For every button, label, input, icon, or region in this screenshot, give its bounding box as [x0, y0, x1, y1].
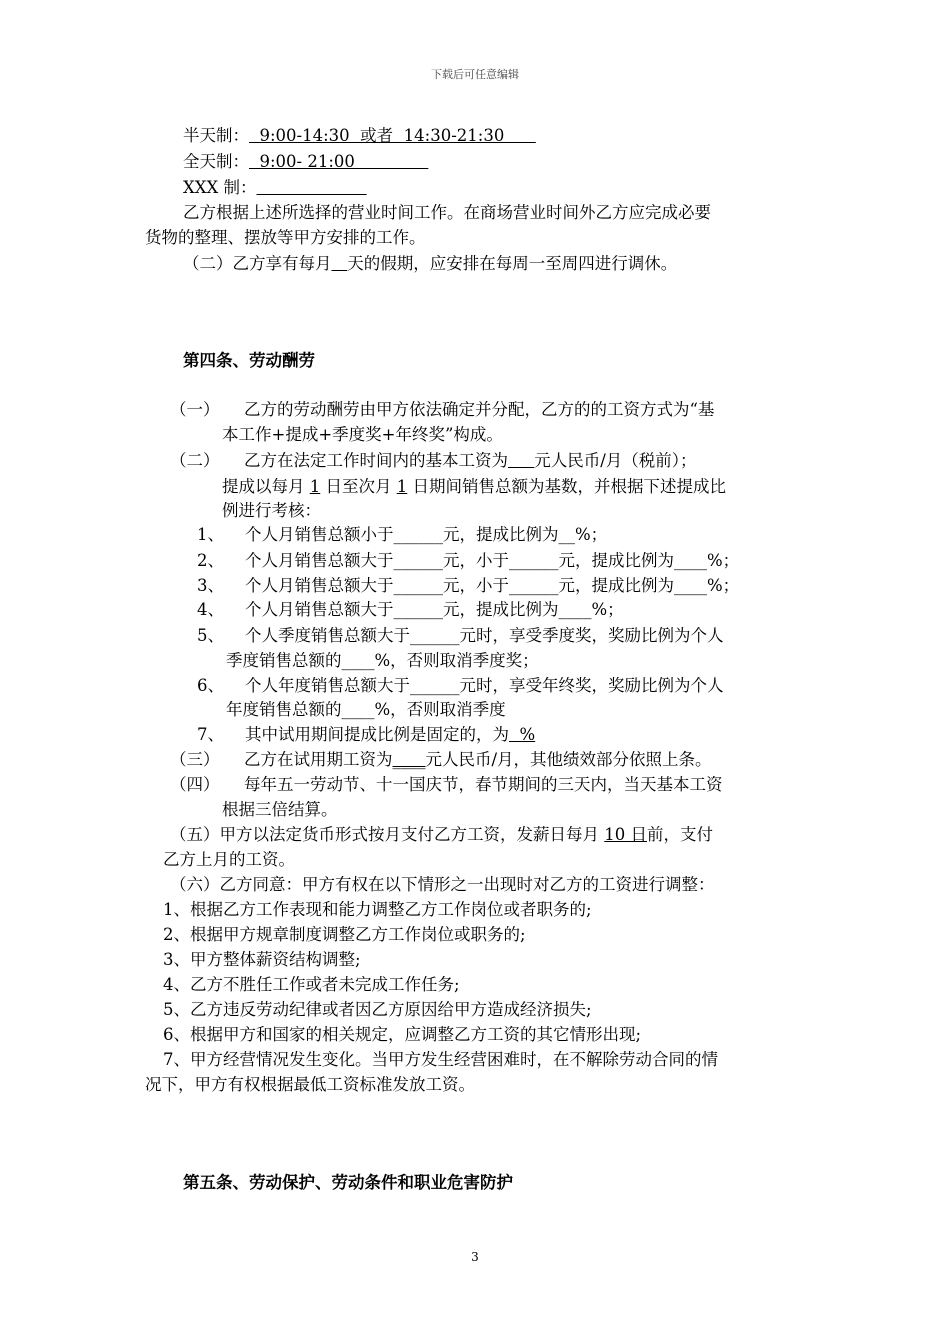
page-number: 3 [471, 1250, 479, 1264]
rule-3: 3、甲方整体薪资结构调整; [163, 950, 361, 969]
item2-line2-a: 提成以每月 [222, 477, 310, 496]
item5-line1 [170, 825, 713, 845]
para2-text-b: 天的假期，应安排在每周一至周四进行调休。 [347, 254, 678, 273]
item2-num: （二） [170, 451, 220, 470]
item2-day1: 1 [309, 477, 321, 496]
sub2-num: 2、 [197, 551, 224, 570]
article4-title: 第四条、劳动酬劳 [183, 351, 315, 370]
item4-line1: 每年五一劳动节、十一国庆节，春节期间的三天内，当天基本工资 [244, 775, 723, 794]
xxx-label: XXX 制： [183, 178, 257, 197]
rule-6: 6、根据甲方和国家的相关规定，应调整乙方工资的其它情形出现; [163, 1025, 642, 1044]
rule-5: 5、乙方违反劳动纪律或者因乙方原因给甲方造成经济损失; [163, 1000, 592, 1019]
item2-day2: 1 [396, 477, 408, 496]
xxx-line [183, 178, 367, 198]
item6: （六）乙方同意：甲方有权在以下情形之一出现时对乙方的工资进行调整： [170, 875, 715, 894]
rule-7-line2: 况下，甲方有权根据最低工资标准发放工资。 [145, 1075, 475, 1094]
page-header: 下载后可任意编辑 [431, 68, 519, 81]
item2-line3: 例进行考核： [222, 501, 321, 520]
xxx-value [257, 178, 367, 197]
item1-line2: 本工作+提成+季度奖+年终奖”构成。 [222, 425, 503, 444]
sub6-num: 6、 [197, 676, 224, 695]
item3-text [244, 750, 712, 770]
sub6-line2: 年度销售总额的____%，否则取消季度 [226, 700, 506, 719]
sub4-num: 4、 [197, 600, 224, 619]
item2-salary-blank [508, 451, 534, 470]
item5-payday: 10 日 [604, 825, 647, 844]
sub7-num: 7、 [197, 725, 224, 744]
rule-7-line1: 7、甲方经营情况发生变化。当甲方发生经营困难时，在不解除劳动合同的情 [163, 1050, 718, 1069]
sub4-text: 个人月销售总额大于______元，提成比例为____%； [245, 600, 624, 619]
item2-line2-c: 日期间销售总额为基数，并根据下述提成比 [407, 477, 726, 496]
item3-num: （三） [170, 750, 220, 769]
item3-blank: ____ [392, 750, 426, 769]
para2-blank [332, 254, 348, 273]
article5-title: 第五条、劳动保护、劳动条件和职业危害防护 [183, 1173, 513, 1192]
item5-line1-b: 前，支付 [647, 825, 713, 844]
item1-line1: 乙方的劳动酬劳由甲方依法确定并分配，乙方的的工资方式为“基 [244, 400, 715, 419]
item2-line1-b: 元人民币/月（税前）； [534, 451, 697, 470]
item2-line2 [222, 477, 726, 497]
hours-para1-line1: 乙方根据上述所选择的营业时间工作。在商场营业时间外乙方应完成必要 [183, 203, 711, 222]
half-day-line [183, 126, 536, 146]
item2-line1-a: 乙方在法定工作时间内的基本工资为 [244, 451, 508, 470]
item3-text-b: 元人民币/月，其他绩效部分依照上条。 [425, 750, 712, 769]
half-day-label: 半天制： [183, 126, 249, 145]
hours-para1-line2: 货物的整理、摆放等甲方安排的工作。 [145, 228, 426, 247]
rule-1: 1、根据乙方工作表现和能力调整乙方工作岗位或者职务的; [163, 900, 592, 919]
item5-line1-a: （五）甲方以法定货币形式按月支付乙方工资，发薪日每月 [170, 825, 605, 844]
item5-line2: 乙方上月的工资。 [163, 850, 295, 869]
item2-line1 [244, 451, 697, 471]
para2-text-a: （二）乙方享有每月 [183, 254, 332, 273]
sub3-text: 个人月销售总额大于______元，小于______元，提成比例为____%； [245, 576, 740, 595]
hours-para2 [183, 254, 677, 274]
item4-line2: 根据三倍结算。 [222, 800, 338, 819]
sub2-text: 个人月销售总额大于______元，小于______元，提成比例为____%； [245, 551, 740, 570]
sub3-num: 3、 [197, 576, 224, 595]
full-day-value: 9:00- 21:00 [249, 152, 429, 171]
sub1-num: 1、 [197, 525, 224, 544]
half-day-value: 9:00-14:30 或者 14:30-21:30 [249, 126, 536, 145]
sub7-blank: % [509, 725, 536, 744]
sub7-text [245, 725, 535, 745]
sub5-line2: 季度销售总额的____%，否则取消季度奖； [226, 651, 539, 670]
rule-4: 4、乙方不胜任工作或者未完成工作任务; [163, 975, 460, 994]
sub5-num: 5、 [197, 626, 224, 645]
sub6-line1: 个人年度销售总额大于______元时，享受年终奖，奖励比例为个人 [245, 676, 724, 695]
full-day-line [183, 152, 428, 172]
item4-num: （四） [170, 775, 220, 794]
item1-num: （一） [170, 400, 220, 419]
sub5-line1: 个人季度销售总额大于______元时，享受季度奖，奖励比例为个人 [245, 626, 724, 645]
item3-text-a: 乙方在试用期工资为 [244, 750, 393, 769]
sub7-text-a: 其中试用期间提成比例是固定的，为 [245, 725, 509, 744]
sub1-text: 个人月销售总额小于______元，提成比例为__%； [245, 525, 608, 544]
full-day-label: 全天制： [183, 152, 249, 171]
item2-line2-b: 日至次月 [320, 477, 397, 496]
rule-2: 2、根据甲方规章制度调整乙方工作岗位或职务的; [163, 925, 526, 944]
